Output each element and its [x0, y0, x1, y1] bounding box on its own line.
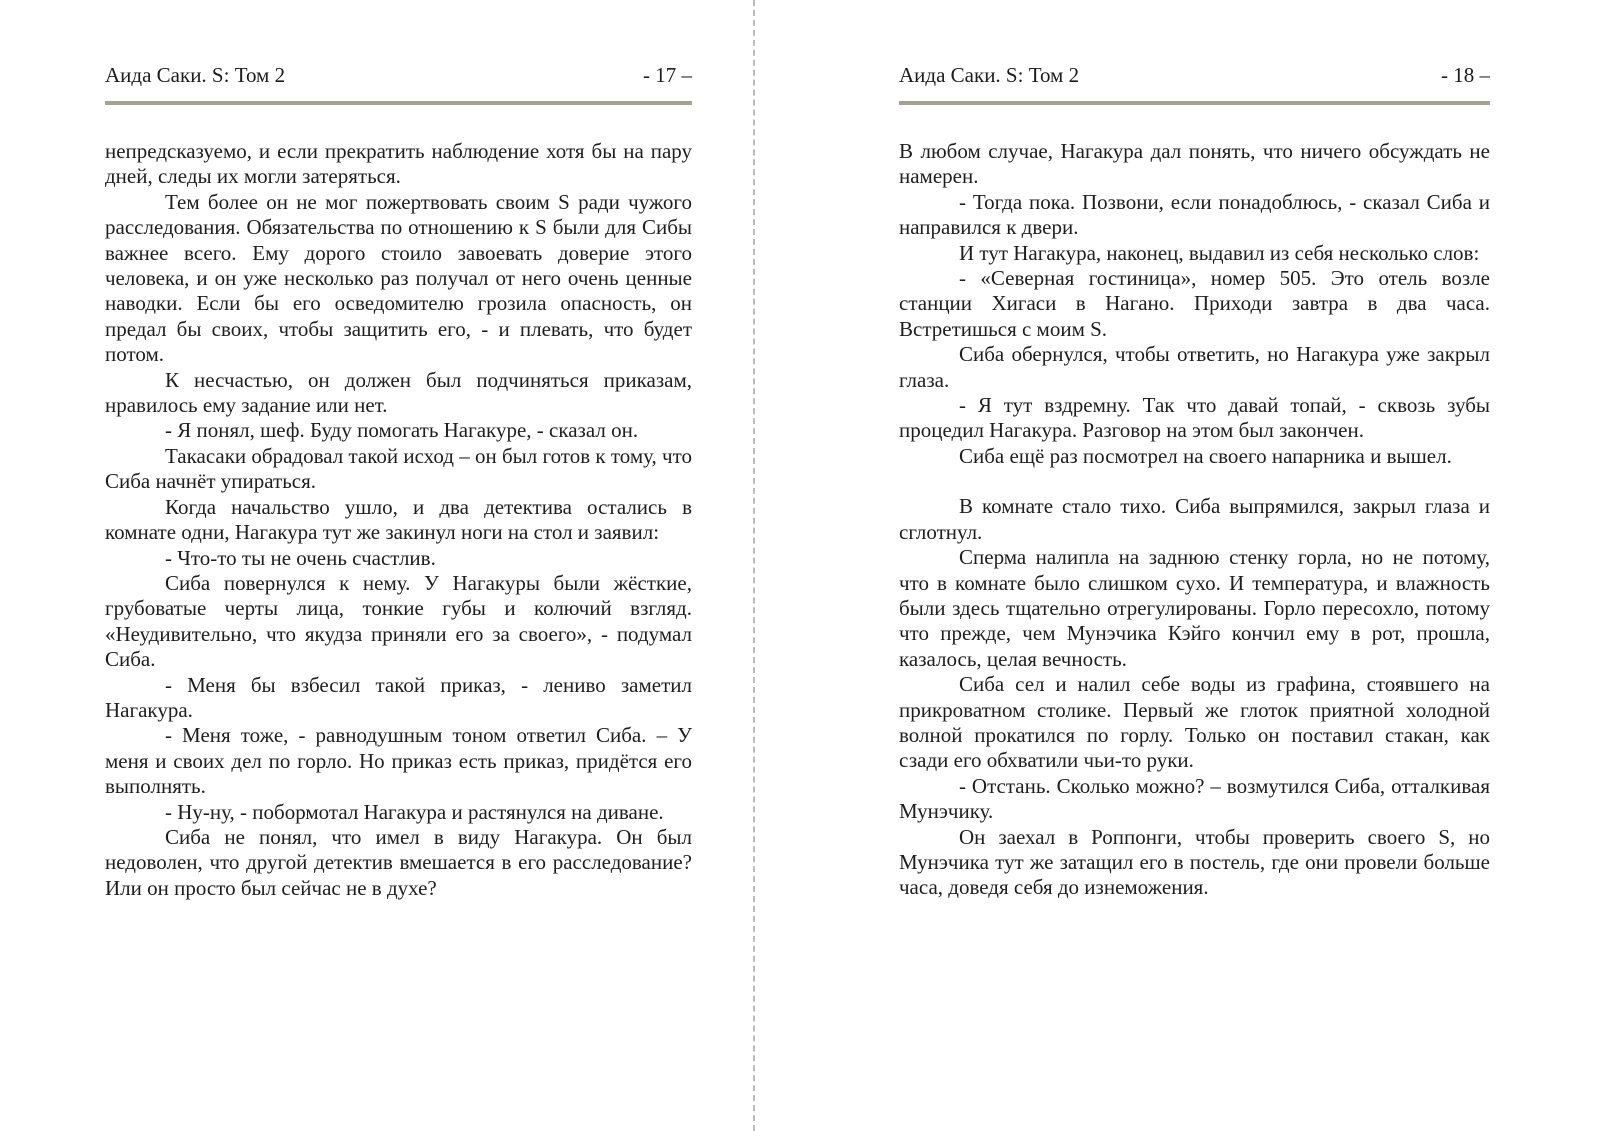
paragraph: В комнате стало тихо. Сиба выпрямился, закрыл глаза и сглотнул. [899, 494, 1490, 544]
paragraph: Сиба не понял, что имел в виду Нагакура. Он был недоволен, что другой детектив вмешается в его расследование? Или он просто был сейчас не в духе? [105, 824, 692, 900]
paragraph: Он заехал в Роппонги, чтобы проверить своего S, но Мунэчика тут же затащил его в постель, где они провели больше часа, доведя себя до изнеможения. [899, 824, 1490, 900]
paragraph: Когда начальство ушло, и два детектива остались в комнате одни, Нагакура тут же закинул ноги на стол и заявил: [105, 494, 692, 545]
paragraph: В любом случае, Нагакура дал понять, что ничего обсуждать не намерен. [899, 139, 1490, 189]
paragraph: - Тогда пока. Позвони, если понадоблюсь, - сказал Сиба и направился к двери. [899, 189, 1490, 240]
paragraph: Сиба повернулся к нему. У Нагакуры были жёсткие, грубоватые черты лица, тонкие губы и колючий взгляд. «Неудивительно, что якудза приняли его за своего», - подумал Сиба. [105, 570, 692, 672]
paragraph: - Я тут вздремну. Так что давай топай, - сквозь зубы процедил Нагакура. Разговор на этом был закончен. [899, 393, 1490, 443]
running-title: Аида Саки. S: Том 2 [899, 63, 1080, 87]
page-body [105, 139, 692, 901]
paragraph: Тем более он не мог пожертвовать своим S ради чужого расследования. Обязательства по отношению к S были для Сибы важнее всего. Ему дорого стоило завоевать доверие этого человека, и он уже несколько раз получал от него очень ценные наводки. Если бы его осведомителю грозила опасность, он предал бы своих, чтобы защитить его, - и плевать, что будет потом. [105, 189, 692, 367]
paragraph: - «Северная гостиница», номер 505. Это отель возле станции Хигаси в Нагано. Приходи завтра в два часа. Встретишься с моим S. [899, 266, 1490, 341]
page-left [105, 62, 692, 901]
header-rule [899, 101, 1490, 105]
paragraph: Сиба обернулся, чтобы ответить, но Нагакура уже закрыл глаза. [899, 342, 1490, 392]
paragraph: - Что-то ты не очень счастлив. [165, 545, 436, 570]
page-number: - 18 – [1441, 63, 1490, 87]
paragraph: - Ну-ну, - побормотал Нагакура и растянулся на диване. [165, 799, 664, 824]
paragraph: Сиба ещё раз посмотрел на своего напарника и вышел. [959, 443, 1452, 468]
page-divider [753, 0, 755, 1131]
paragraph: Такасаки обрадовал такой исход – он был готов к тому, что Сиба начнёт упираться. [105, 443, 692, 494]
paragraph: - Меня тоже, - равнодушным тоном ответил Сиба. – У меня и своих дел по горло. Но приказ есть приказ, придётся его выполнять. [105, 723, 692, 799]
paragraph: Сперма налипла на заднюю стенку горла, но не потому, что в комнате было слишком сухо. И температура, и влажность были здесь тщательно отрегулированы. Горло пересохло, потому что прежде, чем Мунэчика Кэйго кончил ему в рот, прошла, казалось, целая вечность. [899, 545, 1490, 671]
paragraph: - Отстань. Сколько можно? – возмутился Сиба, отталкивая Мунэчику. [899, 773, 1490, 824]
header-rule [105, 101, 692, 105]
paragraph: - Меня бы взбесил такой приказ, - лениво заметил Нагакура. [105, 672, 692, 722]
paragraph: Сиба сел и налил себе воды из графина, стоявшего на прикроватном столике. Первый же глоток приятной холодной волной прокатился по горлу. Только он поставил стакан, как сзади его обхватили чьи-то руки. [899, 672, 1490, 773]
page-header [899, 62, 1490, 88]
paragraph: К несчастью, он должен был подчиняться приказам, нравилось ему задание или нет. [105, 367, 692, 418]
page-header [105, 62, 692, 88]
page-body [899, 139, 1490, 901]
running-title: Аида Саки. S: Том 2 [105, 63, 286, 87]
paragraph: И тут Нагакура, наконец, выдавил из себя несколько слов: [959, 240, 1480, 265]
paragraph: непредсказуемо, и если прекратить наблюдение хотя бы на пару дней, следы их могли затеряться. [105, 139, 692, 189]
page-number: - 17 – [643, 63, 692, 87]
paragraph: - Я понял, шеф. Буду помогать Нагакуре, - сказал он. [165, 418, 639, 443]
page-right [899, 62, 1490, 901]
